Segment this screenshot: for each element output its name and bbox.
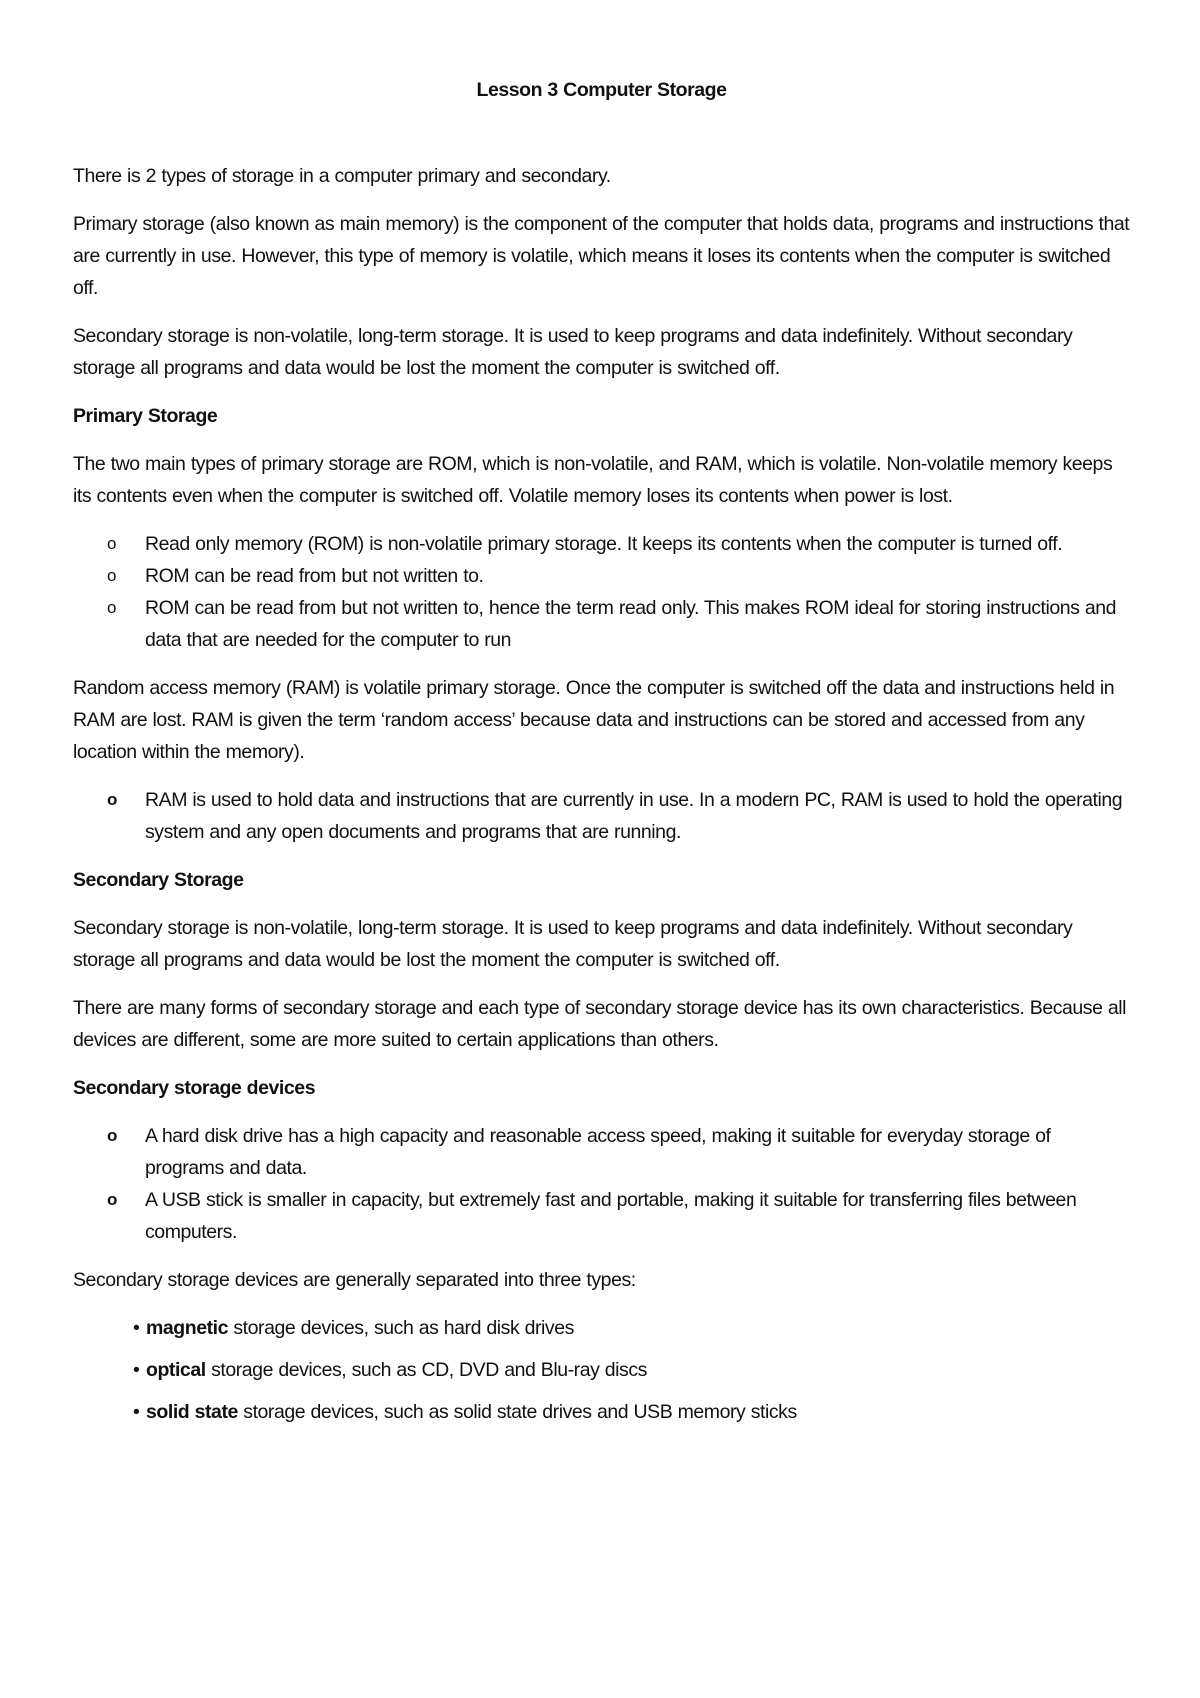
list-item <box>73 1120 1130 1184</box>
rom-bullet-list <box>73 528 1130 656</box>
device-bullet-list <box>73 1120 1130 1248</box>
list-item <box>73 560 1130 592</box>
circle-bullet-icon: o <box>107 1126 117 1145</box>
circle-bullet-icon: o <box>107 598 117 617</box>
ram-paragraph: Random access memory (RAM) is volatile primary storage. Once the computer is switched off the data and instructions held in RAM are lost. RAM is given the term ‘random access’ because data and instructions can be stored and accessed from any location within the memory). <box>73 677 1115 763</box>
list-item <box>73 1354 1130 1386</box>
list-item-text: ROM can be read from but not written to, hence the term read only. This makes ROM ideal for storing instructions and data that are needed for the computer to run <box>145 597 1117 651</box>
ram-bullet-list <box>73 784 1130 848</box>
dot-bullet-icon: • <box>133 1359 140 1381</box>
list-item <box>73 1184 1130 1248</box>
storage-type-term: solid state <box>146 1401 238 1423</box>
types-intro-paragraph: Secondary storage devices are generally separated into three types: <box>73 1269 636 1291</box>
primary-storage-paragraph: Primary storage (also known as main memory) is the component of the computer that holds data, programs and instructions that are currently in use. However, this type of memory is volatile, which means it loses its contents when the computer is switched off. <box>73 213 1130 299</box>
storage-type-term: optical <box>146 1359 206 1381</box>
circle-bullet-icon: o <box>107 566 117 585</box>
page-title: Lesson 3 Computer Storage <box>476 79 727 101</box>
storage-type-term: magnetic <box>146 1317 229 1339</box>
list-item-text: Read only memory (ROM) is non-volatile primary storage. It keeps its contents when the computer is turned off. <box>145 533 1063 555</box>
list-item-text: A USB stick is smaller in capacity, but extremely fast and portable, making it suitable for transferring files between computers. <box>145 1189 1077 1243</box>
circle-bullet-icon: o <box>107 534 117 553</box>
list-item <box>73 592 1130 656</box>
list-item <box>73 784 1130 848</box>
primary-storage-heading: Primary Storage <box>73 405 218 427</box>
list-item-text: RAM is used to hold data and instructions that are currently in use. In a modern PC, RAM is used to hold the operating system and any open documents and programs that are running. <box>145 789 1123 843</box>
secondary-devices-heading: Secondary storage devices <box>73 1077 316 1099</box>
storage-type-description: storage devices, such as hard disk drives <box>228 1317 574 1339</box>
primary-types-paragraph: The two main types of primary storage are ROM, which is non-volatile, and RAM, which is volatile. Non-volatile memory keeps its contents even when the computer is switched off. Volatile memory loses its contents when power is lost. <box>73 453 1113 507</box>
dot-bullet-icon: • <box>133 1401 140 1423</box>
intro-paragraph: There is 2 types of storage in a computer primary and secondary. <box>73 165 611 187</box>
list-item <box>73 1396 1130 1428</box>
list-item <box>73 1312 1130 1344</box>
list-item-text: ROM can be read from but not written to. <box>145 565 484 587</box>
secondary-storage-paragraph: Secondary storage is non-volatile, long-term storage. It is used to keep programs and data indefinitely. Without secondary storage all programs and data would be lost the moment the computer is switched off. <box>73 325 1073 379</box>
circle-bullet-icon: o <box>107 790 117 809</box>
forms-paragraph: There are many forms of secondary storage and each type of secondary storage device has its own characteristics. Because all devices are different, some are more suited to certain applications than others. <box>73 997 1127 1051</box>
storage-type-description: storage devices, such as CD, DVD and Blu-ray discs <box>205 1359 647 1381</box>
circle-bullet-icon: o <box>107 1190 117 1209</box>
storage-types-list <box>73 1312 1130 1428</box>
secondary-storage-paragraph-2: Secondary storage is non-volatile, long-term storage. It is used to keep programs and data indefinitely. Without secondary storage all programs and data would be lost the moment the computer is switched off. <box>73 917 1073 971</box>
storage-type-description: storage devices, such as solid state drives and USB memory sticks <box>237 1401 797 1423</box>
list-item <box>73 528 1130 560</box>
list-item-text: A hard disk drive has a high capacity and reasonable access speed, making it suitable for everyday storage of programs and data. <box>145 1125 1051 1179</box>
dot-bullet-icon: • <box>133 1317 140 1339</box>
secondary-storage-heading: Secondary Storage <box>73 869 244 891</box>
